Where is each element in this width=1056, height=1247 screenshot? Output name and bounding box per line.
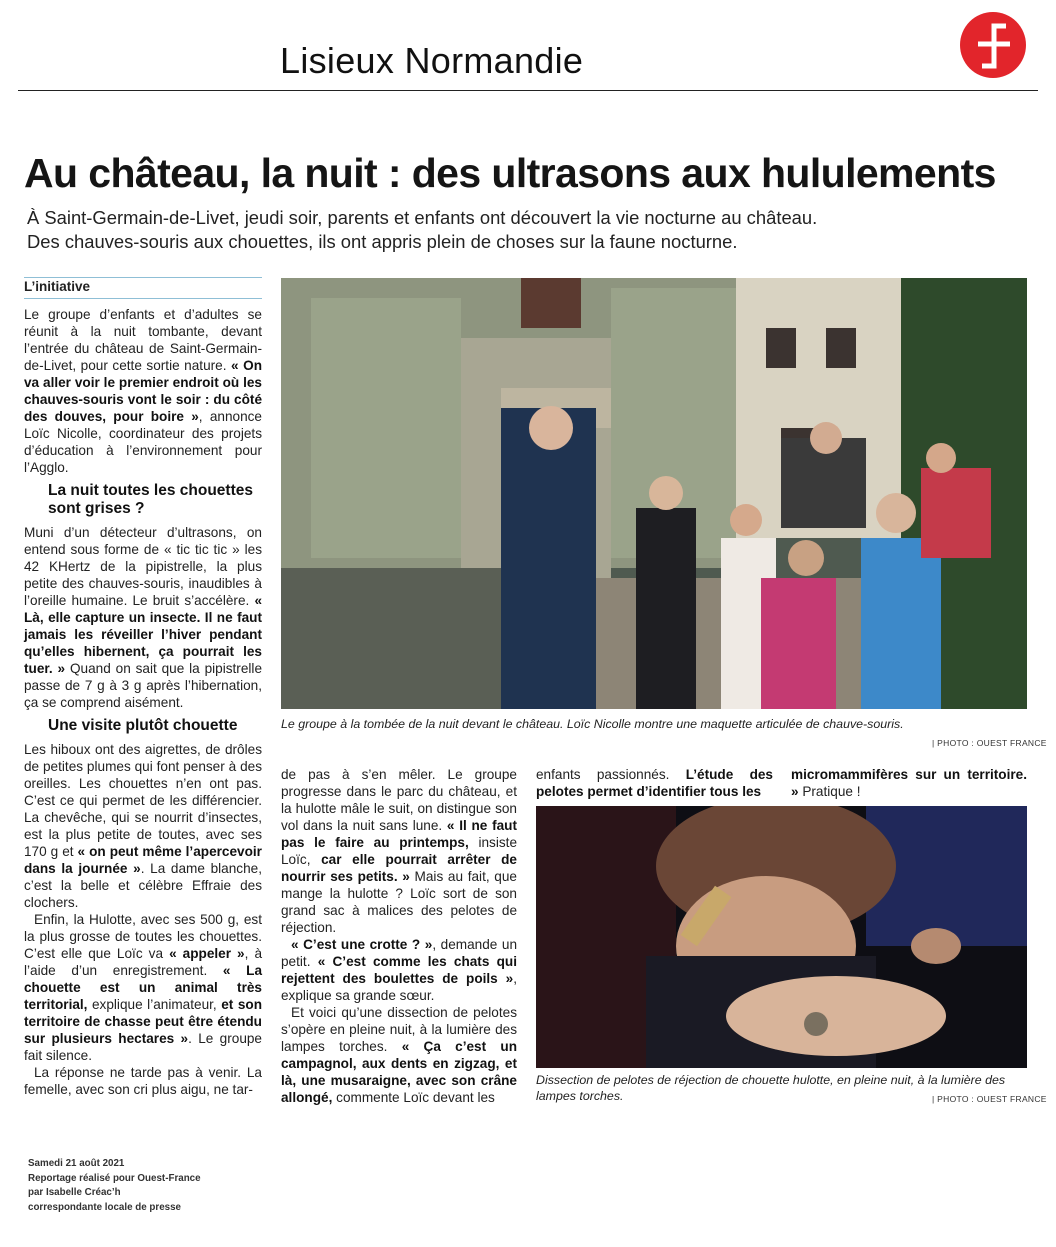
paragraph: Le groupe d’enfants et d’adultes se réunit à la nuit tombante, devant l’entrée du château de Saint-Germain-de-Livet, pour cette sortie nature. « On va aller voir le premier endroit où les chauves-souris vont le soir : du côté des douves, pour boire », annonce Loïc Nicolle, coordinateur des projets d’éducation à l’environnement pour l’Agglo. xyxy=(24,307,262,475)
photo-2-credit: | PHOTO : OUEST FRANCE xyxy=(932,1094,1047,1104)
standfirst-line-1: À Saint-Germain-de-Livet, jeudi soir, parents et enfants ont découvert la vie nocturne au château. xyxy=(27,207,818,228)
kicker-top-rule xyxy=(24,277,262,278)
photo-1-credit: | PHOTO : OUEST FRANCE xyxy=(932,738,1047,748)
paragraph: La réponse ne tarde pas à venir. La femelle, avec son cri plus aigu, ne tar- xyxy=(24,1065,262,1097)
masthead: Lisieux Normandie xyxy=(280,40,584,81)
kicker: L’initiative xyxy=(24,279,262,299)
footer-line: par Isabelle Créac’h xyxy=(28,1187,121,1198)
photo-dissection xyxy=(536,806,1027,1068)
standfirst-line-2: Des chauves-souris aux chouettes, ils ont appris plein de choses sur la faune nocturne. xyxy=(27,231,738,252)
paragraph: Muni d’un détecteur d’ultrasons, on entend sous forme de « tic tic tic » les 42 KHertz de la pipistrelle, la plus petite des chauves-souris, inaudibles à l’oreille humaine. Le bruit s’accélère. « Là, elle capture un insecte. Il ne faut jamais les réveiller l’hiver pendant qu’elles hibernent, ça pourrait les tuer. » Quand on sait que la pipistrelle passe de 7 g à 3 g après l’hibernation, ça se comprend aisément. xyxy=(24,525,262,710)
ouest-france-logo xyxy=(958,10,1028,80)
column-2 xyxy=(281,766,517,1106)
subhead: La nuit toutes les chouettes sont grises ? xyxy=(48,482,253,517)
footer-date: Samedi 21 août 2021 xyxy=(28,1158,125,1169)
column-4-top xyxy=(791,766,1027,800)
paragraph: enfants passionnés. L’étude des pelotes permet d’identifier tous les xyxy=(536,767,773,799)
paragraph: Les hiboux ont des aigrettes, de drôles de petites plumes qui font penser à des oreilles. Les chouettes n’en ont pas. C’est ce qui permet de les différencier. La chevêche, qui se nourrit d’insectes, est la plus petite de toutes, avec ses 170 g et « on peut même l’apercevoir dans la journée ». La dame blanche, c’est la belle et célèbre Effraie des clochers. xyxy=(24,742,262,910)
paragraph: Enfin, la Hulotte, avec ses 500 g, est la plus grosse de toutes les chouettes. C’est elle que Loïc va « appeler », à l’aide d’un enregistrement. « La chouette est un animal très territorial, explique l’animateur, et son territoire de chasse peut être étendu sur plusieurs hectares ». Le groupe fait silence. xyxy=(24,912,263,1063)
footer xyxy=(28,1157,201,1215)
photo-castle-group-image xyxy=(281,278,1027,709)
paragraph: de pas à s’en mêler. Le groupe progresse dans le parc du château, et la hulotte mâle le suit, on distingue son vol dans la nuit sans lune. « Il ne faut pas le faire au printemps, insiste Loïc, car elle pourrait arrêter de nourrir ses petits. » Mais au fait, que mange la hulotte ? Loïc sort de son grand sac à malices des pelotes de réjection. xyxy=(281,767,518,935)
subhead: Une visite plutôt chouette xyxy=(48,717,238,734)
paragraph: « C’est une crotte ? », demande un petit. « C’est comme les chats qui rejettent des boulettes de poils », explique sa grande sœur. xyxy=(281,937,518,1003)
footer-line: correspondante locale de presse xyxy=(28,1201,181,1213)
photo-castle-group xyxy=(281,278,1027,709)
standfirst xyxy=(27,206,1037,254)
footer-line: Reportage réalisé pour Ouest-France xyxy=(28,1172,201,1184)
column-3-top xyxy=(536,766,773,800)
paragraph: micromammifères sur un territoire. » Pratique ! xyxy=(791,767,1027,799)
header-rule xyxy=(18,90,1038,91)
paragraph: Et voici qu’une dissection de pelotes s’opère en pleine nuit, à la lumière des lampes torches. « Ça c’est un campagnol, aux dents en zigzag, et là, une musaraigne, avec son crâne allongé, commente Loïc devant les xyxy=(281,1005,518,1105)
photo-2-caption: Dissection de pelotes de réjection de chouette hulotte, en pleine nuit, à la lumière des lampes torches. xyxy=(536,1073,1006,1103)
headline: Au château, la nuit : des ultrasons aux hululements xyxy=(24,150,996,196)
photo-1-caption: Le groupe à la tombée de la nuit devant le château. Loïc Nicolle montre une maquette articulée de chauve-souris. xyxy=(281,717,904,731)
column-1 xyxy=(24,306,262,1098)
photo-dissection-image xyxy=(536,806,1027,1068)
